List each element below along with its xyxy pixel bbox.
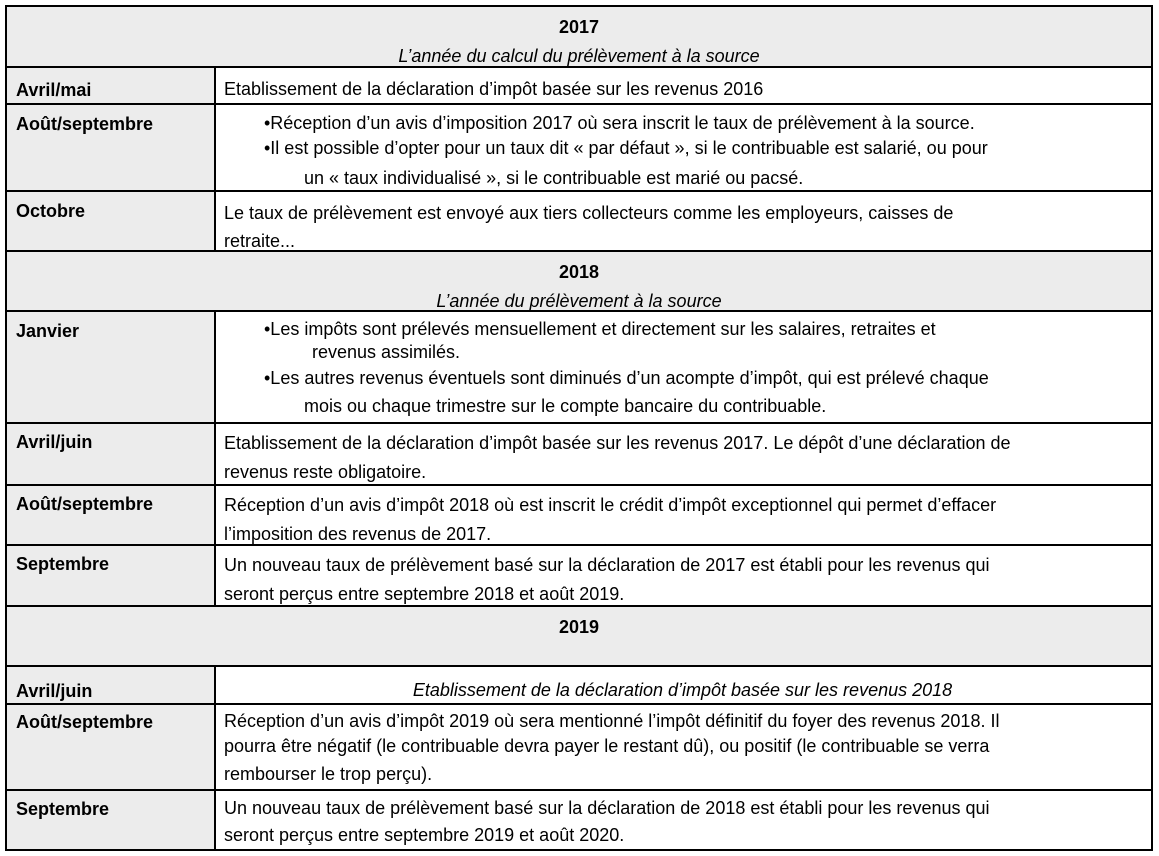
table-row (7, 312, 1151, 424)
text-line: Un nouveau taux de prélèvement basé sur la déclaration de 2018 est établi pour les revenus qui (224, 798, 990, 818)
text-line: Réception d’un avis d’impôt 2018 où est inscrit le crédit d’impôt exceptionnel qui permet d’effacer (224, 495, 997, 515)
text-line: seront perçus entre septembre 2018 et août 2019. (224, 584, 625, 604)
bullet-continuation: mois ou chaque trimestre sur le compte bancaire du contribuable. (304, 396, 827, 416)
bullet-item: •Il est possible d’opter pour un taux dit « par défaut », si le contribuable est salarié, ou pour (264, 138, 988, 158)
row-text (216, 486, 1151, 544)
text-line: revenus reste obligatoire. (224, 462, 427, 482)
row-label: Avril/juin (7, 667, 216, 703)
bullet-item: •Les autres revenus éventuels sont diminués d’un acompte d’impôt, qui est prélevé chaque (264, 368, 989, 388)
table-row (7, 546, 1151, 607)
text-line: Etablissement de la déclaration d’impôt basée sur les revenus 2017. Le dépôt d’une déclaration de (224, 433, 1011, 453)
table-row (7, 192, 1151, 252)
text-line: retraite... (224, 231, 296, 251)
row-label: Janvier (7, 312, 216, 422)
row-label: Août/septembre (7, 486, 216, 544)
text-line: l’imposition des revenus de 2017. (224, 524, 492, 544)
bullet-continuation: revenus assimilés. (312, 342, 461, 362)
section-header-2018 (7, 252, 1151, 312)
text-line: seront perçus entre septembre 2019 et août 2020. (224, 825, 625, 845)
row-text (216, 312, 1151, 422)
section-subtitle: L’année du prélèvement à la source (436, 291, 722, 311)
row-label: Septembre (7, 546, 216, 605)
text-line: Un nouveau taux de prélèvement basé sur la déclaration de 2017 est établi pour les revenus qui (224, 555, 990, 575)
table-row (7, 791, 1151, 849)
section-year: 2018 (558, 262, 600, 282)
row-text (216, 105, 1151, 190)
text-line: pourra être négatif (le contribuable devra payer le restant dû), ou positif (le contribuable se verra (224, 736, 990, 756)
table-row (7, 424, 1151, 486)
row-text (216, 424, 1151, 484)
row-label: Août/septembre (7, 105, 216, 190)
section-year: 2019 (558, 617, 600, 637)
section-subtitle: L’année du calcul du prélèvement à la source (398, 46, 760, 66)
table-row (7, 105, 1151, 192)
table-row (7, 486, 1151, 546)
row-text (216, 791, 1151, 849)
section-header-2017 (7, 7, 1151, 68)
bullet-item: •Réception d’un avis d’imposition 2017 où sera inscrit le taux de prélèvement à la source. (264, 113, 975, 133)
row-label: Avril/mai (7, 68, 216, 103)
row-text: Etablissement de la déclaration d’impôt basée sur les revenus 2018 (412, 680, 953, 700)
text-line: rembourser le trop perçu). (224, 764, 433, 784)
row-label: Septembre (7, 791, 216, 849)
row-text (216, 705, 1151, 789)
bullet-item: •Les impôts sont prélevés mensuellement et directement sur les salaires, retraites et (264, 319, 936, 339)
timeline-table (5, 5, 1153, 851)
table-row (7, 705, 1151, 791)
section-year: 2017 (558, 17, 600, 37)
row-text (216, 192, 1151, 250)
bullet-continuation: un « taux individualisé », si le contribuable est marié ou pacsé. (304, 168, 804, 188)
row-label: Août/septembre (7, 705, 216, 789)
table-row (7, 667, 1151, 705)
row-text (216, 546, 1151, 605)
row-text: Etablissement de la déclaration d’impôt basée sur les revenus 2016 (224, 79, 764, 99)
section-header-2019 (7, 607, 1151, 667)
text-line: Le taux de prélèvement est envoyé aux tiers collecteurs comme les employeurs, caisses de (224, 203, 954, 223)
row-label: Octobre (7, 192, 216, 250)
text-line: Réception d’un avis d’impôt 2019 où sera mentionné l’impôt définitif du foyer des revenus 2018. Il (224, 711, 1000, 731)
row-label: Avril/juin (7, 424, 216, 484)
table-row (7, 68, 1151, 105)
